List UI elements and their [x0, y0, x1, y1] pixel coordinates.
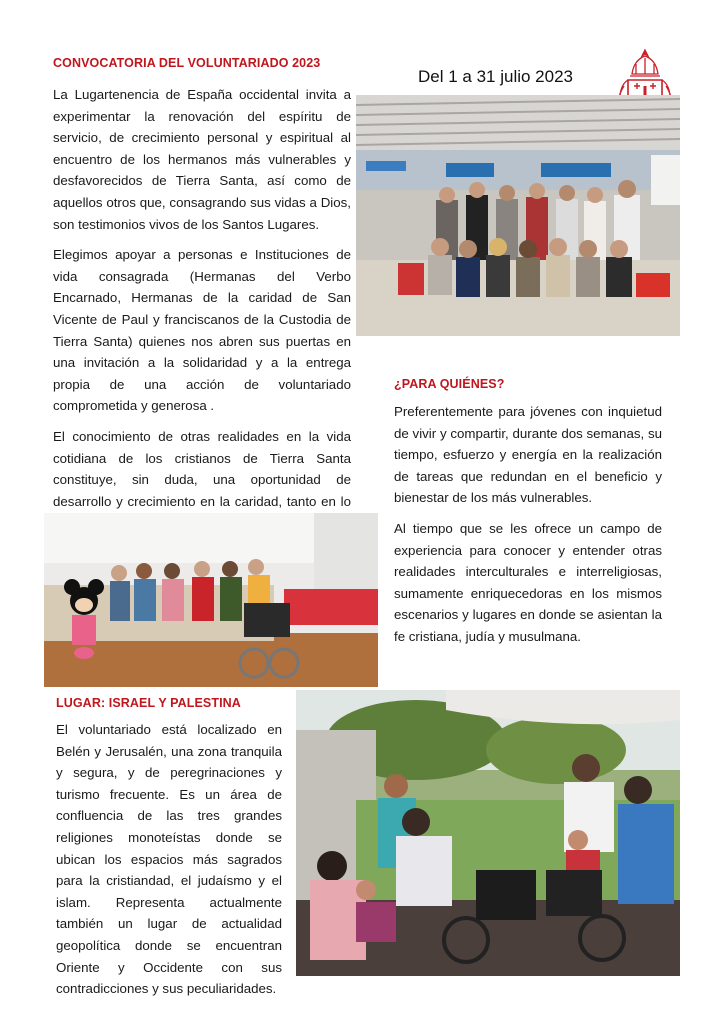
para-quienes-heading: ¿PARA QUIÉNES?: [394, 377, 505, 391]
lugar-heading: LUGAR: ISRAEL Y PALESTINA: [56, 696, 241, 710]
lugar-text: [56, 719, 282, 1009]
date-range: Del 1 a 31 julio 2023: [418, 67, 574, 86]
photo-room-group: [44, 513, 378, 687]
intro-paragraph-1: La Lugartenencia de España occidental invita a experimentar la renovación del espíritu de servicio, de crecimiento personal y espiritual al encuentro de los hermanos más vulnerables y desfavorecidos de Tierra Santa, así como de aquellos otros que, consagrando sus vidas a Dios, son testimonios vivos de los Santos Lugares.: [53, 87, 351, 232]
photo-outdoor-volunteers: [296, 690, 680, 976]
lugar-paragraph: El voluntariado está localizado en Belén y Jerusalén, una zona tranquila y segura, y de peregrinaciones y turismo frecuente. Es un área de confluencia de las tres grandes religiones monoteístas donde se ubican los espacios más sagrados para la cristiandad, el judaísmo y el islam. Representa actualmente también un lugar de actualidad geopolítica donde se encuentran Oriente y Occidente con sus contradicciones y sus peculiaridades.: [56, 722, 282, 997]
para-quienes-paragraph-1: Preferentemente para jóvenes con inquietud de vivir y compartir, durante dos semanas, su tiempo, esfuerzo y energía en la realización de tareas que redundan en el beneficio y bienestar de los más vulnerables.: [394, 404, 662, 506]
intro-paragraph-2: Elegimos apoyar a personas e Instituciones de vida consagrada (Hermanas del Verbo Encarnado, Hermanas de la caridad de San Vicente de Paul y franciscanos de la Custodia de Tierra Santa) quienes nos abren sus puertas en una invitación a la solidaridad y a la entrega propia de una acción de voluntariado comprometida y generosa .: [53, 247, 351, 414]
para-quienes-paragraph-2: Al tiempo que se les ofrece un campo de experiencia para conocer y entender otras realidades interculturales e interreligiosas, sumamente enriquecedoras en los mismos escenarios y lugares en donde se asientan la fe cristiana, judía y musulmana.: [394, 520, 662, 644]
photo-airport-group: [356, 95, 680, 336]
para-quienes-text: [394, 401, 662, 657]
main-heading: CONVOCATORIA DEL VOLUNTARIADO 2023: [53, 56, 321, 70]
intro-text: [53, 84, 351, 564]
intro-paragraph-3: El conocimiento de otras realidades en la vida cotidiana de los cristianos de Tierra Santa constituye, sin duda, una oportunidad de desarrollo y crecimiento en la caridad, tanto en lo: [53, 428, 351, 509]
